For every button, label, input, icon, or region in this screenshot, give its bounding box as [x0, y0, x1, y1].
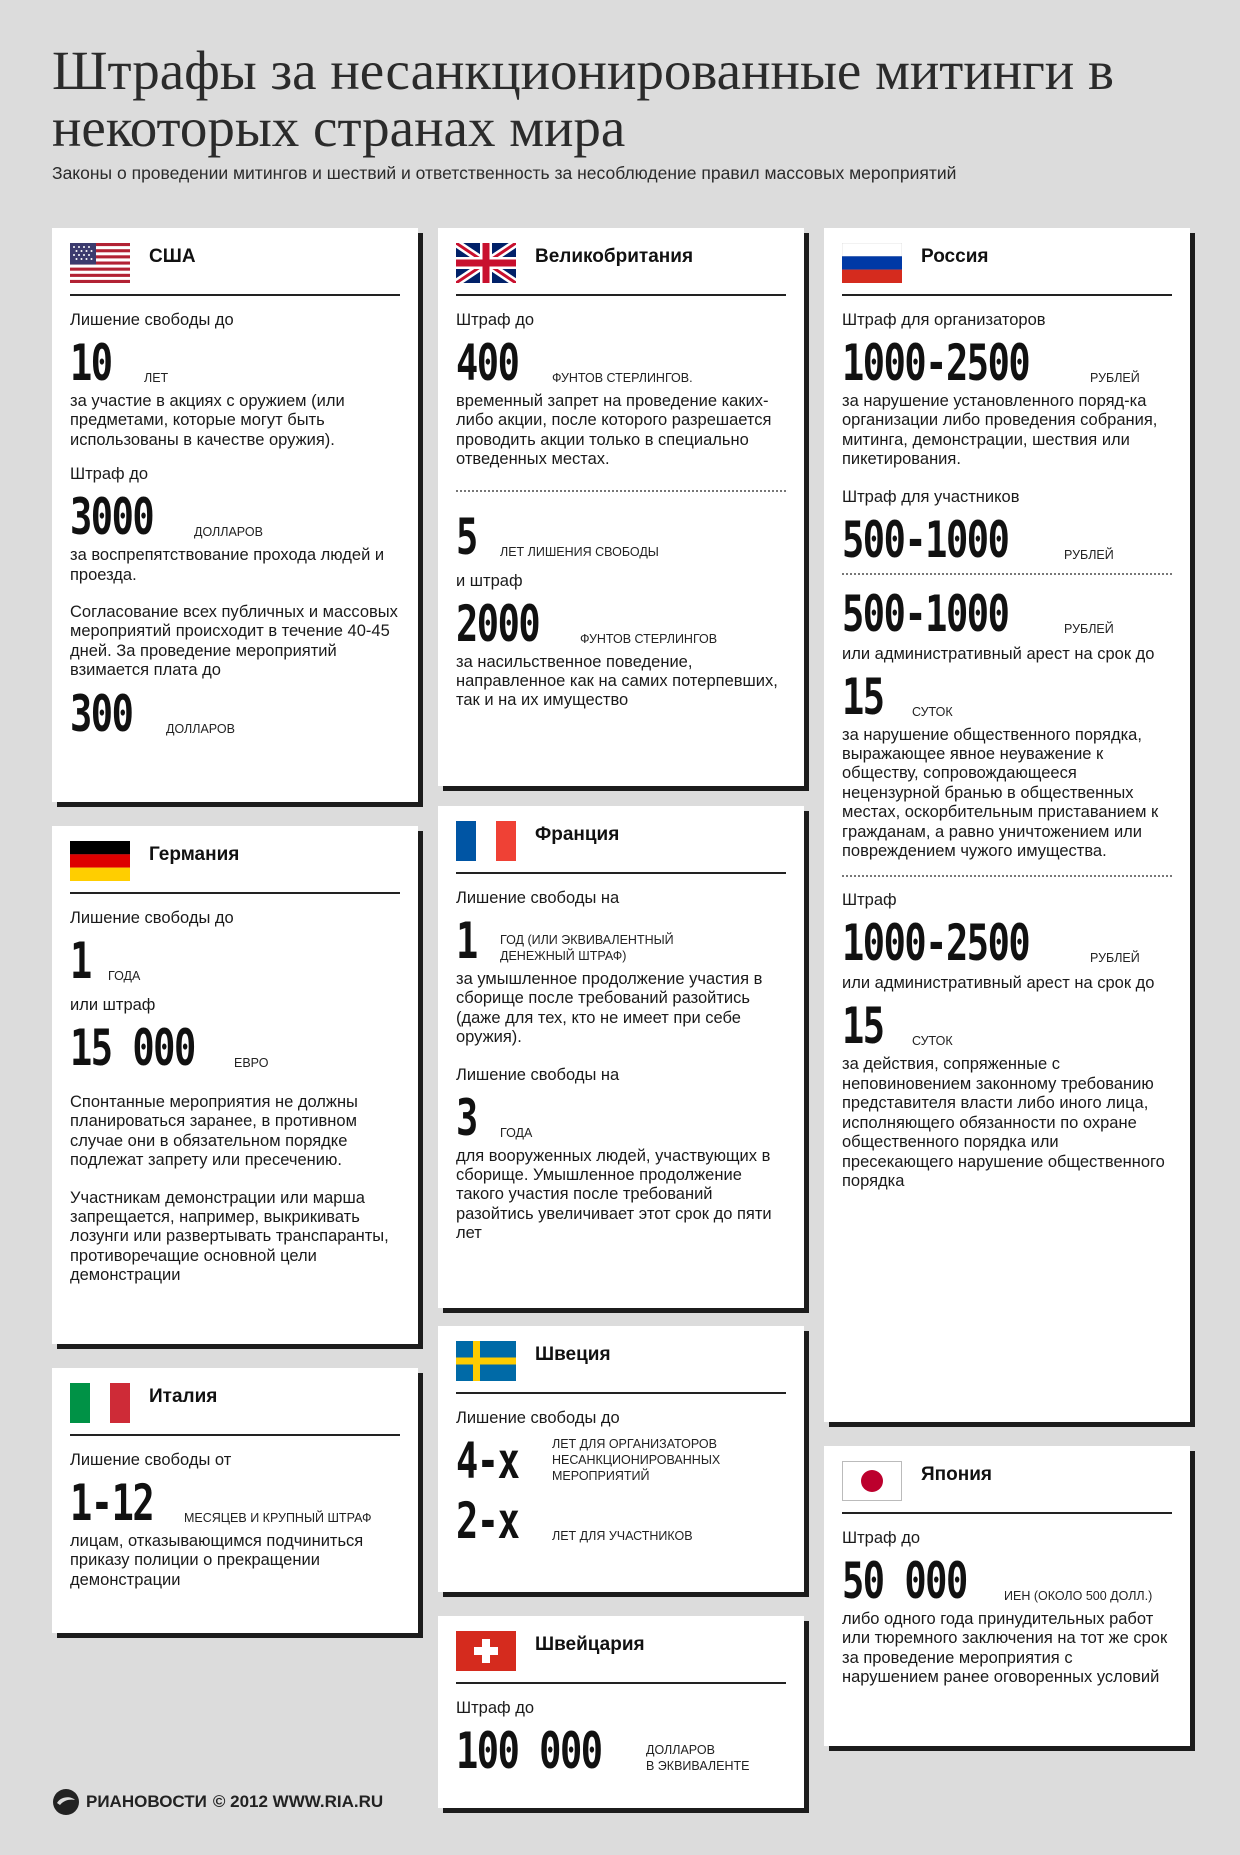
penalty-description: лицам, отказывающимся подчиниться приказу полиции о прекращении демонстрации [70, 1532, 364, 1589]
penalty-label: Штраф до [70, 465, 148, 484]
penalty-unit: ГОДА [500, 1125, 533, 1140]
country-name: Швейцария [535, 1634, 645, 1655]
penalty-value: 50 000 [842, 1552, 967, 1610]
penalty-unit: МЕСЯЦЕВ И КРУПНЫЙ ШТРАФ [184, 1511, 372, 1525]
penalty-value: 100 000 [456, 1722, 602, 1780]
dotted-divider [842, 573, 1172, 575]
penalty-label: или административный арест на срок до [842, 974, 1155, 993]
penalty-description: временный запрет на проведение каких-либо акции, после которого разрешается проводить акции только в специально отведенных местах. [456, 392, 772, 469]
penalty-label: Штраф до [842, 1529, 920, 1547]
penalty-unit: ГОД (ИЛИ ЭКВИВАЛЕНТНЫЙ ДЕНЕЖНЫЙ ШТРАФ) [500, 933, 674, 963]
penalty-label: Лишение свободы на [456, 889, 620, 907]
penalty-description: за нарушение установленного поряд-ка организации либо проведения собрания, митинга, демонстрации, шествия или пикетирования. [842, 392, 1158, 469]
country-name: Франция [535, 824, 620, 845]
penalty-description: за умышленное продолжение участия в сборище после требований разойтись (даже для тех, кто не имеет при себе оружия). [456, 970, 763, 1047]
penalty-unit: РУБЛЕЙ [1064, 621, 1114, 636]
penalty-value: 2000 [456, 594, 540, 653]
penalty-value: 1-12 [70, 1474, 154, 1532]
penalty-value: 15 000 [70, 1019, 195, 1077]
penalty-value: 1000-2500 [842, 334, 1030, 392]
dotted-divider [842, 875, 1172, 877]
card-italy [52, 1368, 418, 1633]
card-france [438, 806, 804, 1308]
penalty-unit: СУТОК [912, 704, 953, 719]
country-name: Германия [149, 844, 240, 865]
penalty-label: Лишение свободы от [70, 1451, 232, 1469]
dotted-divider [456, 490, 786, 492]
ria-logo-icon [52, 1788, 80, 1816]
penalty-unit: ДОЛЛАРОВ [166, 721, 235, 736]
penalty-value: 15 [842, 997, 884, 1056]
penalty-unit: СУТОК [912, 1034, 953, 1049]
usa-flag-icon [70, 243, 130, 283]
penalty-value: 10 [70, 334, 112, 392]
penalty-label: Лишение свободы до [456, 1409, 620, 1427]
card-sweden [438, 1326, 804, 1592]
penalty-label: и штраф [456, 571, 523, 590]
penalty-label: Штраф до [456, 1699, 534, 1717]
penalty-value: 1 [456, 912, 477, 970]
country-name: Россия [921, 246, 989, 267]
penalty-label: Лишение свободы до [70, 909, 234, 927]
penalty-unit: РУБЛЕЙ [1090, 951, 1140, 966]
penalty-unit: ГОДА [108, 969, 141, 983]
card-switzerland [438, 1616, 804, 1808]
penalty-value: 500-1000 [842, 584, 1009, 643]
penalty-value: 3 [456, 1088, 477, 1147]
penalty-value: 500-1000 [842, 510, 1009, 569]
penalty-value: 1 [70, 932, 91, 990]
country-name: Япония [921, 1464, 992, 1485]
penalty-value: 3000 [70, 488, 154, 547]
penalty-description: Участникам демонстрации или марша запрещается, например, выкрикивать лозунги или развертывать транспаранты, противоречащие основной цели демонстрации [70, 1188, 389, 1285]
penalty-unit: ЛЕТ ДЛЯ ОРГАНИЗАТОРОВ НЕСАНКЦИОНИРОВАННЫХ МЕРОПРИЯТИЙ [552, 1437, 721, 1483]
penalty-unit: ДОЛЛАРОВ В ЭКВИВАЛЕНТЕ [646, 1743, 750, 1773]
penalty-unit: ЛЕТ [144, 371, 169, 385]
penalty-value: 15 [842, 667, 884, 726]
country-name: Италия [149, 1386, 218, 1407]
japan-flag-icon [842, 1461, 902, 1501]
penalty-description: либо одного года принудительных работ или тюремного заключения на тот же срок за проведение мероприятия с нарушением ранее оговоренных условий [842, 1610, 1168, 1687]
card-uk [438, 228, 804, 786]
penalty-label: Штраф для организаторов [842, 311, 1046, 329]
penalty-unit: РУБЛЕЙ [1090, 371, 1140, 385]
penalty-description: за участие в акциях с оружием (или предметами, которые могут быть использованы в качестве оружия). [70, 392, 345, 449]
penalty-label: Штраф для участников [842, 487, 1020, 506]
footer-brand: РИАНОВОСТИ [86, 1792, 207, 1811]
uk-flag-icon [456, 243, 516, 283]
penalty-label: или административный арест на срок до [842, 644, 1155, 663]
penalty-unit: ЕВРО [234, 1056, 269, 1070]
card-japan [824, 1446, 1190, 1746]
penalty-description: Согласование всех публичных и массовых мероприятий происходит в течение 40-45 дней. За проведение мероприятий взимается плата до [70, 603, 398, 680]
penalty-label: Лишение свободы на [456, 1065, 620, 1084]
italy-flag-icon [70, 1383, 130, 1423]
russia-flag-icon [842, 243, 902, 283]
penalty-label: Штраф до [456, 311, 534, 329]
penalty-description: за насильственное поведение, направленное как на самих потерпевших, так и на их имущество [456, 652, 778, 710]
penalty-unit: ДОЛЛАРОВ [194, 525, 263, 540]
penalty-description: для вооруженных людей, участвующих в сборище. Умышленное продолжение такого участия после требований разойтись увеличивает этот срок до пяти лет [456, 1146, 772, 1243]
sweden-flag-icon [456, 1341, 516, 1381]
card-russia [824, 228, 1190, 1422]
penalty-description: за воспрепятствование прохода людей и проезда. [70, 546, 385, 584]
card-germany [52, 826, 418, 1344]
country-name: Великобритания [535, 246, 694, 267]
page-subtitle: Законы о проведении митингов и шествий и ответственность за несоблюдение правил массовых мероприятий [52, 163, 957, 183]
penalty-value: 1000-2500 [842, 914, 1030, 973]
penalty-value: 5 [456, 507, 477, 566]
penalty-unit: РУБЛЕЙ [1064, 547, 1114, 562]
page-title: Штрафы за несанкционированные митинги в некоторых странах мира [52, 40, 1114, 158]
penalty-value: 300 [70, 684, 133, 743]
penalty-value: 2-х [456, 1492, 519, 1550]
switzerland-flag-icon [456, 1631, 516, 1671]
penalty-unit: ФУНТОВ СТЕРЛИНГОВ [580, 631, 718, 646]
country-name: США [149, 246, 196, 267]
germany-flag-icon [70, 841, 130, 881]
penalty-unit: ЛЕТ ДЛЯ УЧАСТНИКОВ [552, 1529, 693, 1543]
penalty-value: 4-х [456, 1432, 519, 1490]
footer [52, 1788, 383, 1816]
penalty-label: или штраф [70, 996, 156, 1014]
penalty-description: за нарушение общественного порядка, выражающее явное неуважение к обществу, сопровождающееся нецензурной бранью в общественных местах, оскорбительным приставанием к гражданам, а равно уничтожением или повреждением чужого имущества. [842, 725, 1159, 861]
country-name: Швеция [535, 1344, 611, 1365]
card-usa [52, 228, 418, 802]
penalty-description: за действия, сопряженные с неповиновением законному требованию представителя власти либо иного лица, исполняющего обязанности по охране общественного порядка или пресекающего нарушение общественного порядка [842, 1055, 1165, 1190]
penalty-description: Спонтанные мероприятия не должны планироваться заранее, в противном случае они в обязательном порядке подлежат запрету или пресечению. [70, 1093, 358, 1170]
footer-copyright: © 2012 WWW.RIA.RU [212, 1792, 384, 1811]
penalty-unit: ИЕН (ОКОЛО 500 ДОЛЛ.) [1004, 1589, 1153, 1603]
penalty-label: Штраф [842, 891, 897, 910]
penalty-unit: ФУНТОВ СТЕРЛИНГОВ. [552, 371, 693, 385]
penalty-value: 400 [456, 334, 519, 392]
penalty-unit: ЛЕТ ЛИШЕНИЯ СВОБОДЫ [500, 544, 659, 559]
france-flag-icon [456, 821, 516, 861]
penalty-label: Лишение свободы до [70, 311, 234, 329]
